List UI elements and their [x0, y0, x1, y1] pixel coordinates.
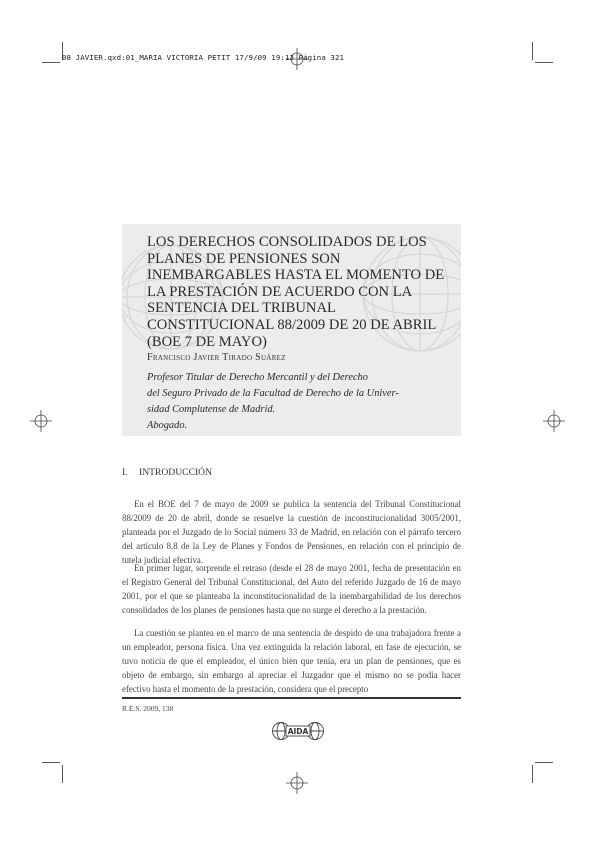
- registration-mark-icon: [543, 410, 565, 432]
- print-slug: 08 JAVIER.qxd:01_MARIA VICTORIA PETIT 17/9/09 19:13 Página 321: [62, 53, 345, 62]
- crop-mark: [532, 765, 533, 783]
- crop-mark: [42, 62, 60, 63]
- title-line: (BOE 7 DE MAYO): [147, 333, 267, 350]
- section-number: I.: [122, 467, 128, 478]
- title-line: SENTENCIA DEL TRIBUNAL: [147, 300, 336, 317]
- author-affiliation: [147, 370, 459, 434]
- article-title: [147, 234, 447, 350]
- section-heading: [122, 467, 212, 478]
- journal-reference: R.E.S. 2009, 138: [122, 704, 174, 713]
- title-box: [122, 224, 461, 436]
- footer-rule: [122, 697, 461, 699]
- affiliation-line: Abogado.: [147, 420, 188, 431]
- affiliation-line: sidad Complutense de Madrid.: [147, 404, 276, 415]
- author-name: Francisco Javier Tirado Suárez: [147, 352, 286, 363]
- affiliation-line: del Seguro Privado de la Facultad de Derecho de la Univer-: [147, 388, 399, 399]
- crop-mark: [535, 762, 553, 763]
- body-paragraph: La cuestión se plantea en el marco de una sentencia de despido de una trabajadora frente a un empleador, persona física. Una vez extinguida la relación laboral, en fase de ejecución, se tuvo noticia de que el empleador, el único bien que tenía, era un plan de pensiones, que es objeto de embargo, sin embargo al apreciar el Juzgador que el mismo no se podía hacer efectivo hasta el momento de la prestación, considera que el precepto: [122, 628, 461, 694]
- body-paragraph: En primer lugar, sorprende el retraso (desde el 28 de mayo 2001, fecha de presentación en el Registro General del Tribunal Constitucional, del Auto del referido Juzgado de 16 de mayo 2001, por el que se planteaba la inconstitucionalidad de la inembargabilidad de los derechos consolidados de los planes de pensiones hasta que no surge el derecho a la prestación.: [122, 563, 461, 615]
- body-paragraph: En el BOE del 7 de mayo de 2009 se publica la sentencia del Tribunal Constitucional 88/2009 de 20 de abril, donde se resuelve la cuestión de inconstitucionalidad 3005/2001, planteada por el Juzgado de lo Social número 33 de Madrid, en relación con el párrafo tercero del artículo 8.8 de la Ley de Planes y Fondos de Pensiones, en relación con el principio de tutela judicial efectiva.: [122, 499, 461, 565]
- affiliation-line: Profesor Titular de Derecho Mercantil y del Derecho: [147, 372, 368, 383]
- aida-logo-text: AIDA: [287, 727, 309, 736]
- title-line: LA PRESTACIÓN DE ACUERDO CON LA: [147, 283, 413, 300]
- section-title: INTRODUCCIÓN: [139, 467, 213, 478]
- registration-mark-icon: [30, 410, 52, 432]
- crop-mark: [532, 42, 533, 60]
- crop-mark: [62, 765, 63, 783]
- title-line: LOS DERECHOS CONSOLIDADOS DE LOS: [147, 234, 427, 250]
- title-line: PLANES DE PENSIONES SON: [147, 250, 341, 267]
- title-line: INEMBARGABLES HASTA EL MOMENTO DE: [147, 267, 445, 284]
- registration-mark-icon: [286, 772, 308, 794]
- crop-mark: [535, 62, 553, 63]
- crop-mark: [42, 762, 60, 763]
- aida-logo-icon: [272, 720, 324, 742]
- title-line: CONSTITUCIONAL 88/2009 DE 20 DE ABRIL: [147, 316, 437, 333]
